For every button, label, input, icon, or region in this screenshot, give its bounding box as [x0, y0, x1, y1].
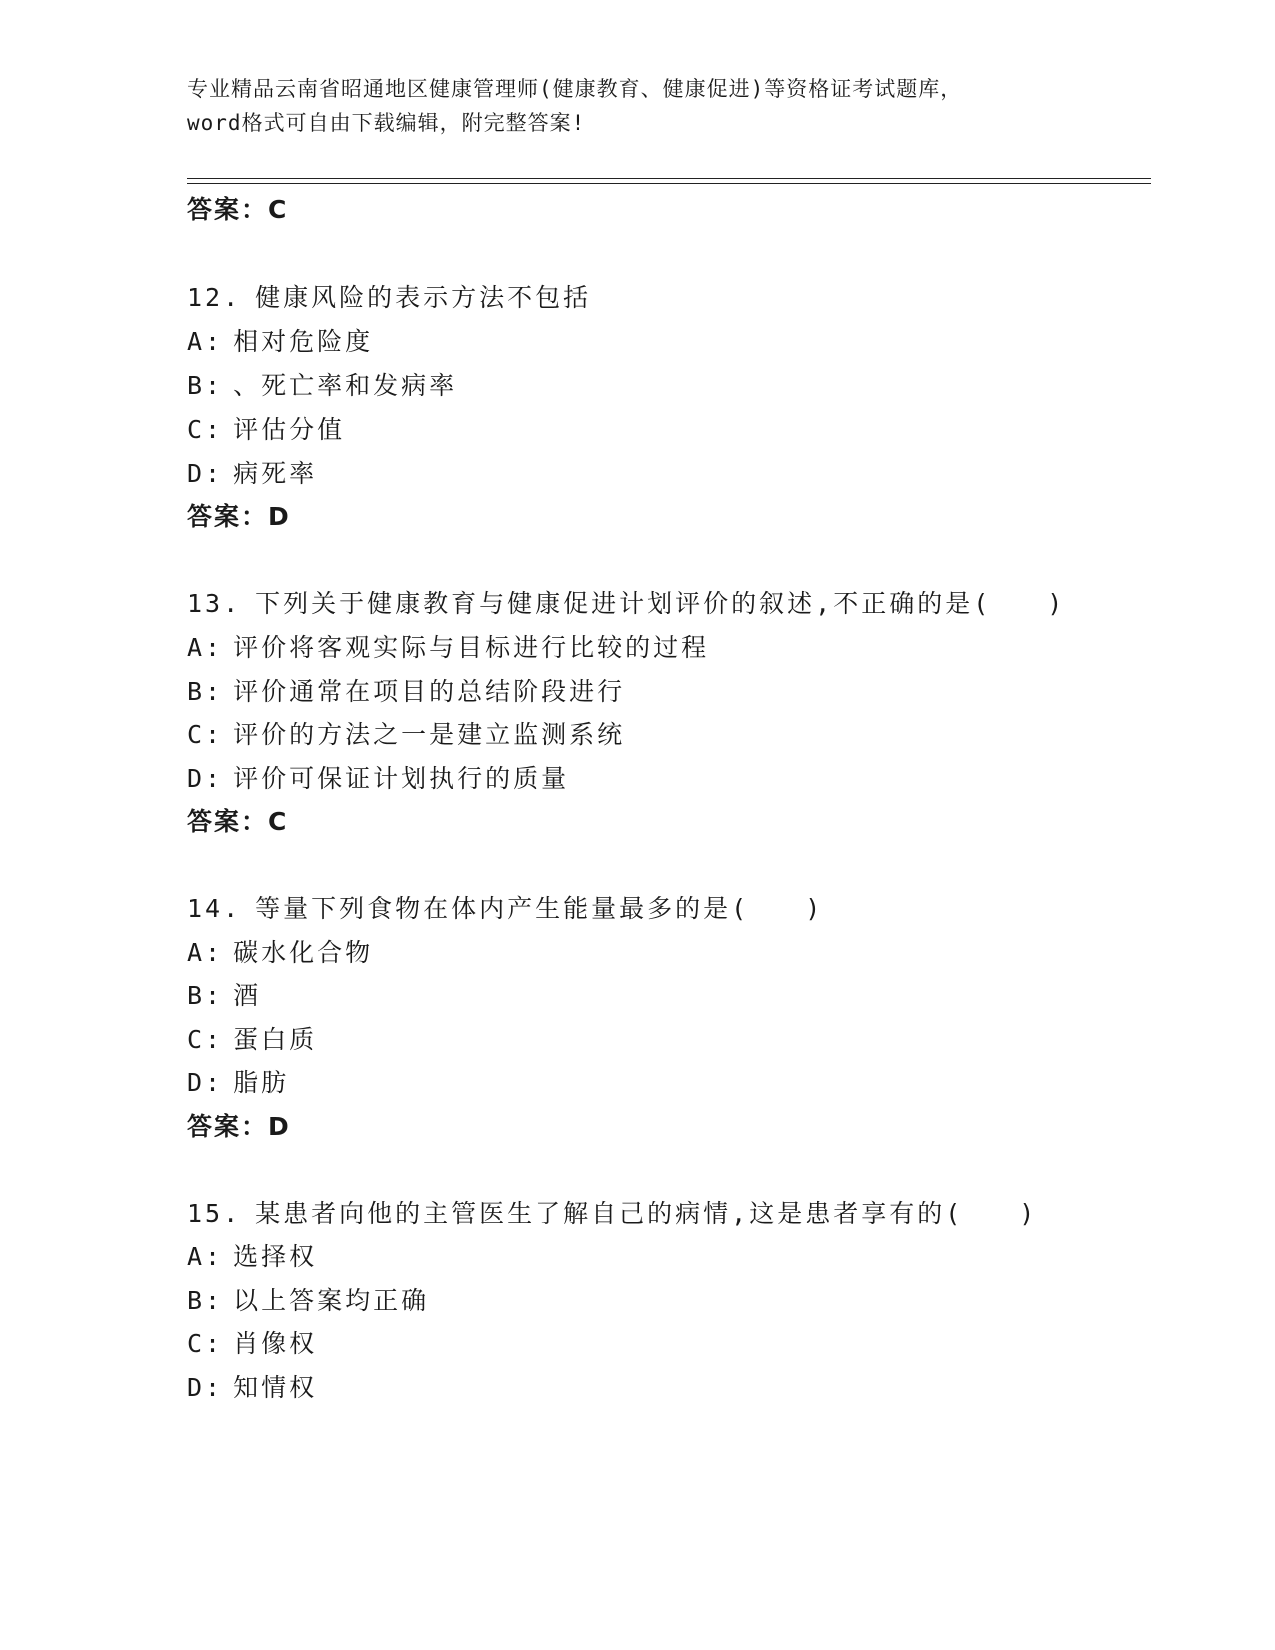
question-15-option-a: [187, 1241, 317, 1273]
option-text: 、死亡率和发病率: [233, 371, 458, 400]
question-15-stem: [187, 1198, 1037, 1230]
question-number: 13.: [187, 589, 242, 618]
option-text: 肖像权: [233, 1329, 318, 1358]
question-13-stem: [187, 588, 1065, 620]
question-number: 15.: [187, 1199, 242, 1228]
question-14-option-a: [187, 937, 373, 969]
option-label: B:: [187, 371, 224, 400]
option-text: 脂肪: [233, 1068, 290, 1097]
option-label: C:: [187, 720, 224, 749]
option-text: 评价的方法之一是建立监测系统: [233, 720, 626, 749]
question-13-option-c: [187, 719, 625, 751]
page-header: [187, 72, 1147, 140]
header-line-1: 专业精品云南省昭通地区健康管理师(健康教育、健康促进)等资格证考试题库，: [187, 77, 963, 101]
option-label: C:: [187, 1025, 224, 1054]
previous-answer: 答案：C: [187, 195, 289, 224]
question-13-option-d: [187, 763, 569, 795]
option-text: 知情权: [233, 1373, 318, 1402]
option-label: C:: [187, 415, 224, 444]
question-text: 等量下列食物在体内产生能量最多的是( ): [255, 894, 824, 923]
option-label: A:: [187, 1242, 224, 1271]
question-14-option-c: [187, 1024, 317, 1056]
option-text: 碳水化合物: [233, 938, 374, 967]
header-line-2: word格式可自由下载编辑，附完整答案!: [187, 111, 586, 135]
header-divider-top: [187, 178, 1151, 179]
question-14-stem: [187, 893, 823, 925]
option-label: B:: [187, 981, 224, 1010]
question-text: 健康风险的表示方法不包括: [255, 283, 592, 312]
option-text: 相对危险度: [233, 327, 374, 356]
option-label: A:: [187, 938, 224, 967]
option-label: D:: [187, 764, 224, 793]
question-12-option-d: [187, 458, 317, 490]
option-label: D:: [187, 1068, 224, 1097]
question-14-option-d: [187, 1067, 289, 1099]
question-text: 某患者向他的主管医生了解自己的病情,这是患者享有的( ): [255, 1199, 1038, 1228]
header-divider-bottom: [187, 183, 1151, 184]
option-label: D:: [187, 459, 224, 488]
option-label: D:: [187, 1373, 224, 1402]
option-text: 评价可保证计划执行的质量: [233, 764, 570, 793]
question-13-answer: 答案：C: [187, 807, 289, 836]
question-12-option-b: [187, 370, 457, 402]
option-label: A:: [187, 327, 224, 356]
option-label: A:: [187, 633, 224, 662]
question-15-option-d: [187, 1372, 317, 1404]
question-13-option-a: [187, 632, 709, 664]
question-12-option-c: [187, 414, 345, 446]
question-number: 12.: [187, 283, 242, 312]
option-text: 病死率: [233, 459, 318, 488]
option-label: C:: [187, 1329, 224, 1358]
question-15-option-c: [187, 1328, 317, 1360]
question-14-answer: 答案：D: [187, 1112, 291, 1141]
option-text: 酒: [233, 981, 262, 1010]
question-12-option-a: [187, 326, 373, 358]
question-number: 14.: [187, 894, 242, 923]
question-text: 下列关于健康教育与健康促进计划评价的叙述,不正确的是( ): [255, 589, 1066, 618]
option-text: 以上答案均正确: [233, 1286, 430, 1315]
question-14-option-b: [187, 980, 261, 1012]
option-text: 选择权: [233, 1242, 318, 1271]
question-12-answer: 答案：D: [187, 502, 291, 531]
option-label: B:: [187, 677, 224, 706]
option-text: 蛋白质: [233, 1025, 318, 1054]
option-text: 评估分值: [233, 415, 346, 444]
question-15-option-b: [187, 1285, 429, 1317]
option-text: 评价通常在项目的总结阶段进行: [233, 677, 626, 706]
question-12-stem: [187, 282, 591, 314]
option-text: 评价将客观实际与目标进行比较的过程: [233, 633, 710, 662]
option-label: B:: [187, 1286, 224, 1315]
question-13-option-b: [187, 676, 625, 708]
